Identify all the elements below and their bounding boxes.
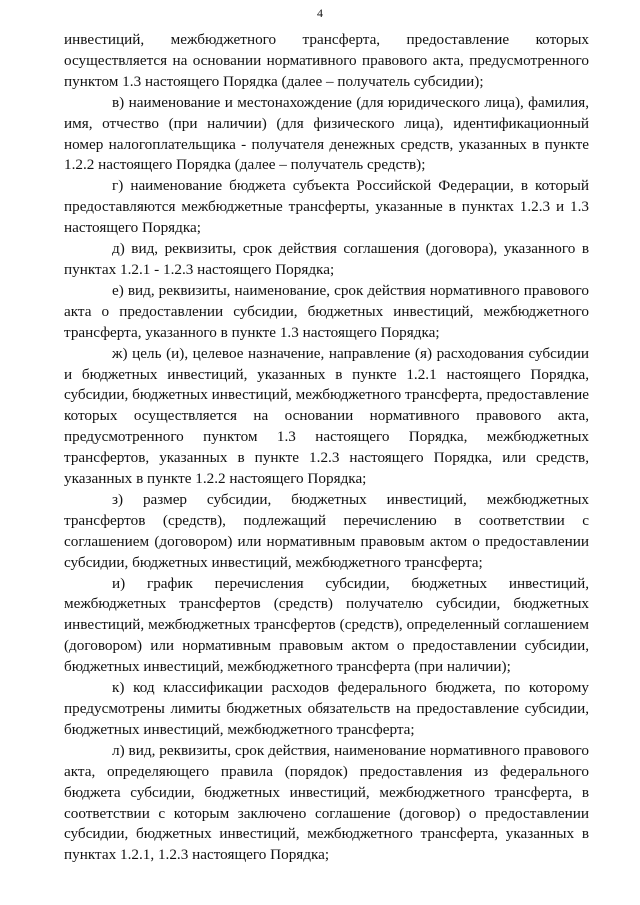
paragraph-item-v: в) наименование и местонахождение (для юридического лица), фамилия, имя, отчество (при наличии) (для физического лица), идентификационный номер налогоплательщика - получателя денежных средств, указанных в пункте 1.2.2 настоящего Порядка (далее – получатель средств); [64,93,589,174]
paragraph-continuation: инвестиций, межбюджетного трансферта, предоставление которых осуществляется на основании нормативного правового акта, предусмотренного пунктом 1.3 настоящего Порядка (далее – получатель субсидии); [64,31,589,90]
paragraph-item-g: г) наименование бюджета субъекта Российской Федерации, в который предоставляются межбюджетные трансферты, указанные в пунктах 1.2.3 и 1.3 настоящего Порядка; [64,177,589,237]
paragraph-item-l: л) вид, реквизиты, срок действия, наименование нормативного правового акта, определяющего правила (порядок) предоставления из федерального бюджета субсидии, бюджетных инвестиций, межбюджетного трансферта, в соответствии с которым заключено соглашение (договор) о предоставлении субсидии, бюджетных инвестиций, межбюджетного трансферта, указанных в пунктах 1.2.1, 1.2.3 настоящего Порядка; [64,741,589,864]
paragraph-item-d: д) вид, реквизиты, срок действия соглашения (договора), указанного в пунктах 1.2.1 - 1.2.3 настоящего Порядка; [64,240,589,278]
paragraph-item-z: з) размер субсидии, бюджетных инвестиций, межбюджетных трансфертов (средств), подлежащий перечислению в соответствии с соглашением (договором) или нормативным правовым актом о предоставлении субсидии, бюджетных инвестиций, межбюджетного трансферта; [64,490,589,571]
paragraph-item-k: к) код классификации расходов федерального бюджета, по которому предусмотрены лимиты бюджетных обязательств на предоставление субсидии, бюджетных инвестиций, межбюджетного трансферта; [64,679,589,738]
paragraph-item-zh: ж) цель (и), целевое назначение, направление (я) расходования субсидии и бюджетных инвестиций, указанных в пункте 1.2.1 настоящего Порядка, субсидии, бюджетных инвестиций, межбюджетного трансферта, предоставление которых осуществляется на основании нормативного правового акта, предусмотренного пунктом 1.3 настоящего Порядка, межбюджетных трансфертов, указанных в пункте 1.2.3 настоящего Порядка, или средств, указанных в пункте 1.2.2 настоящего Порядка; [64,344,589,488]
page-number: 4 [317,6,323,20]
document-body [64,30,589,866]
paragraph-item-i: и) график перечисления субсидии, бюджетных инвестиций, межбюджетных трансфертов (средств) получателю субсидии, бюджетных инвестиций, межбюджетных трансфертов (средств), определенный соглашением (договором) или нормативным правовым актом о предоставлении субсидии, бюджетных инвестиций, межбюджетного трансферта (при наличии); [64,574,589,676]
paragraph-item-e: е) вид, реквизиты, наименование, срок действия нормативного правового акта о предоставлении субсидии, бюджетных инвестиций, межбюджетного трансферта, указанного в пункте 1.3 настоящего Порядка; [64,281,589,341]
